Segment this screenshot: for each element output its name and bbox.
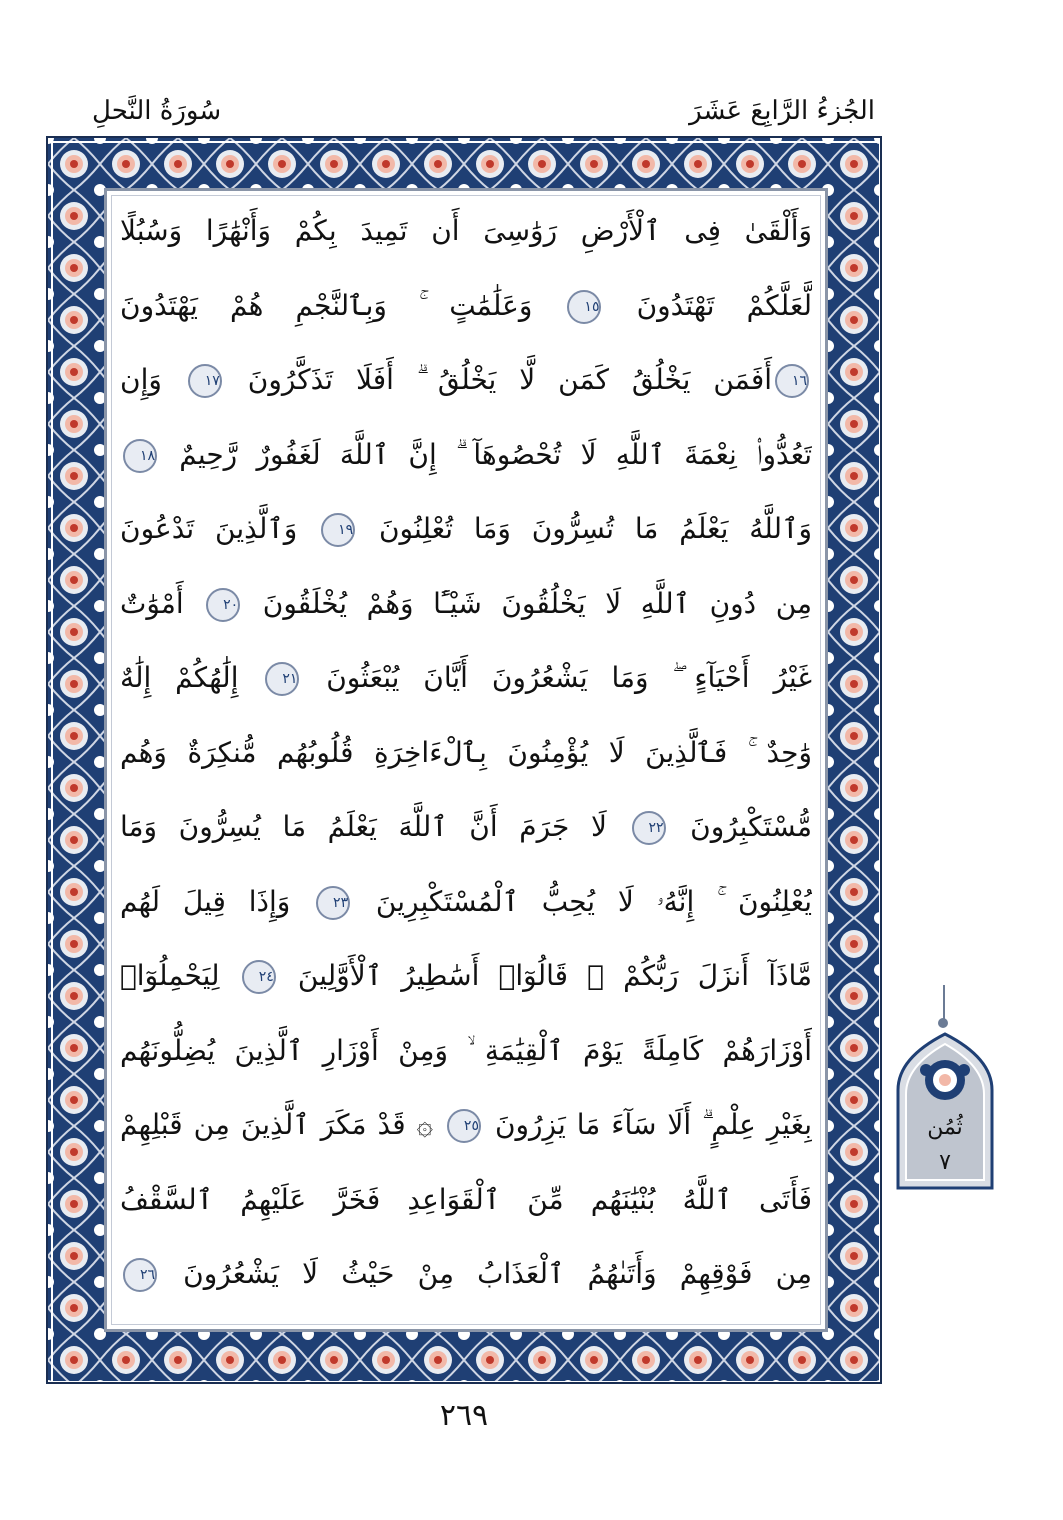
ayah-number-icon: ١٥	[567, 290, 601, 324]
text-line	[120, 1020, 812, 1082]
verse-text: يُعْلِنُونَ ۚ إِنَّهُۥ لَا يُحِبُّ ٱلْمُسْتَكْبِرِينَ	[375, 884, 812, 918]
verse-text: مِن دُونِ ٱللَّهِ لَا يَخْلُقُونَ شَيْـًٔا وَهُمْ يُخْلَقُونَ	[262, 586, 812, 620]
text-line	[120, 1243, 812, 1305]
verse-text: وَٰحِدٌ ۚ فَٱلَّذِينَ لَا يُؤْمِنُونَ بِٱلْءَاخِرَةِ قُلُوبُهُم مُّنكِرَةٌ وَهُم	[120, 735, 812, 769]
verse-text: فَأَتَى ٱللَّهُ بُنْيَٰنَهُم مِّنَ ٱلْقَوَاعِدِ فَخَرَّ عَلَيْهِمُ ٱلسَّقْفُ	[120, 1182, 812, 1216]
ayah-number-icon: ٢٠	[206, 588, 240, 622]
verse-text: أَمْوَٰتٌ	[120, 586, 184, 620]
verse-text: مُّسْتَكْبِرُونَ	[690, 810, 812, 843]
text-line	[120, 1169, 812, 1231]
ayah-number-icon: ١٨	[123, 439, 157, 473]
verse-text: وَإِن	[120, 363, 162, 396]
text-line	[120, 498, 812, 560]
juz-title: الجُزءُ الرَّابِعَ عَشَرَ	[689, 96, 875, 126]
verse-text: لَّعَلَّكُمْ تَهْتَدُونَ	[636, 288, 812, 322]
verse-text: وَإِذَا قِيلَ لَهُم	[120, 884, 291, 918]
text-line	[120, 275, 812, 337]
verse-text: أَفَمَن يَخْلُقُ كَمَن لَّا يَخْلُقُ ۗ أَفَلَا تَذَكَّرُونَ	[247, 363, 773, 396]
text-line	[120, 349, 812, 411]
ayah-number-icon: ٢١	[265, 662, 299, 696]
thumun-label: ثُمُن	[927, 1115, 963, 1140]
verse-text: أَوْزَارَهُمْ كَامِلَةً يَوْمَ ٱلْقِيَٰمَةِ ۙ وَمِنْ أَوْزَارِ ٱلَّذِينَ يُضِلُّونَهُم	[120, 1033, 812, 1067]
verse-text: ۞ قَدْ مَكَرَ ٱلَّذِينَ مِن قَبْلِهِمْ	[120, 1108, 433, 1141]
text-line	[120, 573, 812, 635]
page-number: ٢٦٩	[439, 1398, 489, 1433]
verse-text: وَعَلَٰمَٰتٍ ۚ وَبِٱلنَّجْمِ هُمْ يَهْتَدُونَ	[120, 288, 533, 322]
text-line	[120, 1094, 812, 1156]
ayah-number-icon: ٢٥	[447, 1109, 481, 1143]
text-line	[120, 200, 812, 262]
ayah-number-icon: ٢٣	[316, 886, 350, 920]
verse-text: وَأَلْقَىٰ فِى ٱلْأَرْضِ رَوَٰسِىَ أَن تَمِيدَ بِكُمْ وَأَنْهَٰرًا وَسُبُلًا	[120, 214, 812, 247]
verse-text: مَّاذَآ أَنزَلَ رَبُّكُمْ ۙ قَالُوٓا۟ أَسَٰطِيرُ ٱلْأَوَّلِينَ	[297, 959, 812, 992]
thumun-number: ٧	[939, 1150, 951, 1175]
text-line	[120, 722, 812, 784]
verse-text: بِغَيْرِ عِلْمٍ ۗ أَلَا سَآءَ مَا يَزِرُونَ	[494, 1108, 812, 1141]
verse-text: وَٱللَّهُ يَعْلَمُ مَا تُسِرُّونَ وَمَا تُعْلِنُونَ	[378, 512, 812, 545]
ayah-number-icon: ١٦	[775, 364, 809, 398]
text-line	[120, 796, 812, 858]
ayah-number-icon: ١٩	[321, 513, 355, 547]
verse-text: لَا جَرَمَ أَنَّ ٱللَّهَ يَعْلَمُ مَا يُسِرُّونَ وَمَا	[120, 810, 607, 843]
verse-text: وَٱلَّذِينَ تَدْعُونَ	[120, 512, 298, 545]
verse-text: لِيَحْمِلُوٓا۟	[120, 959, 220, 992]
ayah-number-icon: ٢٦	[123, 1258, 157, 1292]
text-line	[120, 871, 812, 933]
verse-text: غَيْرُ أَحْيَآءٍ ۖ وَمَا يَشْعُرُونَ أَيَّانَ يُبْعَثُونَ	[326, 661, 812, 694]
ayah-number-icon: ٢٤	[242, 960, 276, 994]
text-line	[120, 945, 812, 1007]
quran-text	[120, 200, 812, 1320]
verse-text: مِن فَوْقِهِمْ وَأَتَىٰهُمُ ٱلْعَذَابُ مِنْ حَيْثُ لَا يَشْعُرُونَ	[183, 1257, 812, 1290]
ayah-number-icon: ١٧	[188, 364, 222, 398]
text-line	[120, 424, 812, 486]
verse-text: تَعُدُّوا۟ نِعْمَةَ ٱللَّهِ لَا تُحْصُوهَآ ۗ إِنَّ ٱللَّهَ لَغَفُورٌ رَّحِيمٌ	[179, 437, 812, 471]
ayah-number-icon: ٢٢	[632, 811, 666, 845]
verse-text: إِلَٰهُكُمْ إِلَٰهٌ	[120, 661, 239, 694]
surah-title: سُورَةُ النَّحلِ	[92, 96, 222, 126]
marker-knob	[938, 1018, 948, 1028]
text-line	[120, 647, 812, 709]
